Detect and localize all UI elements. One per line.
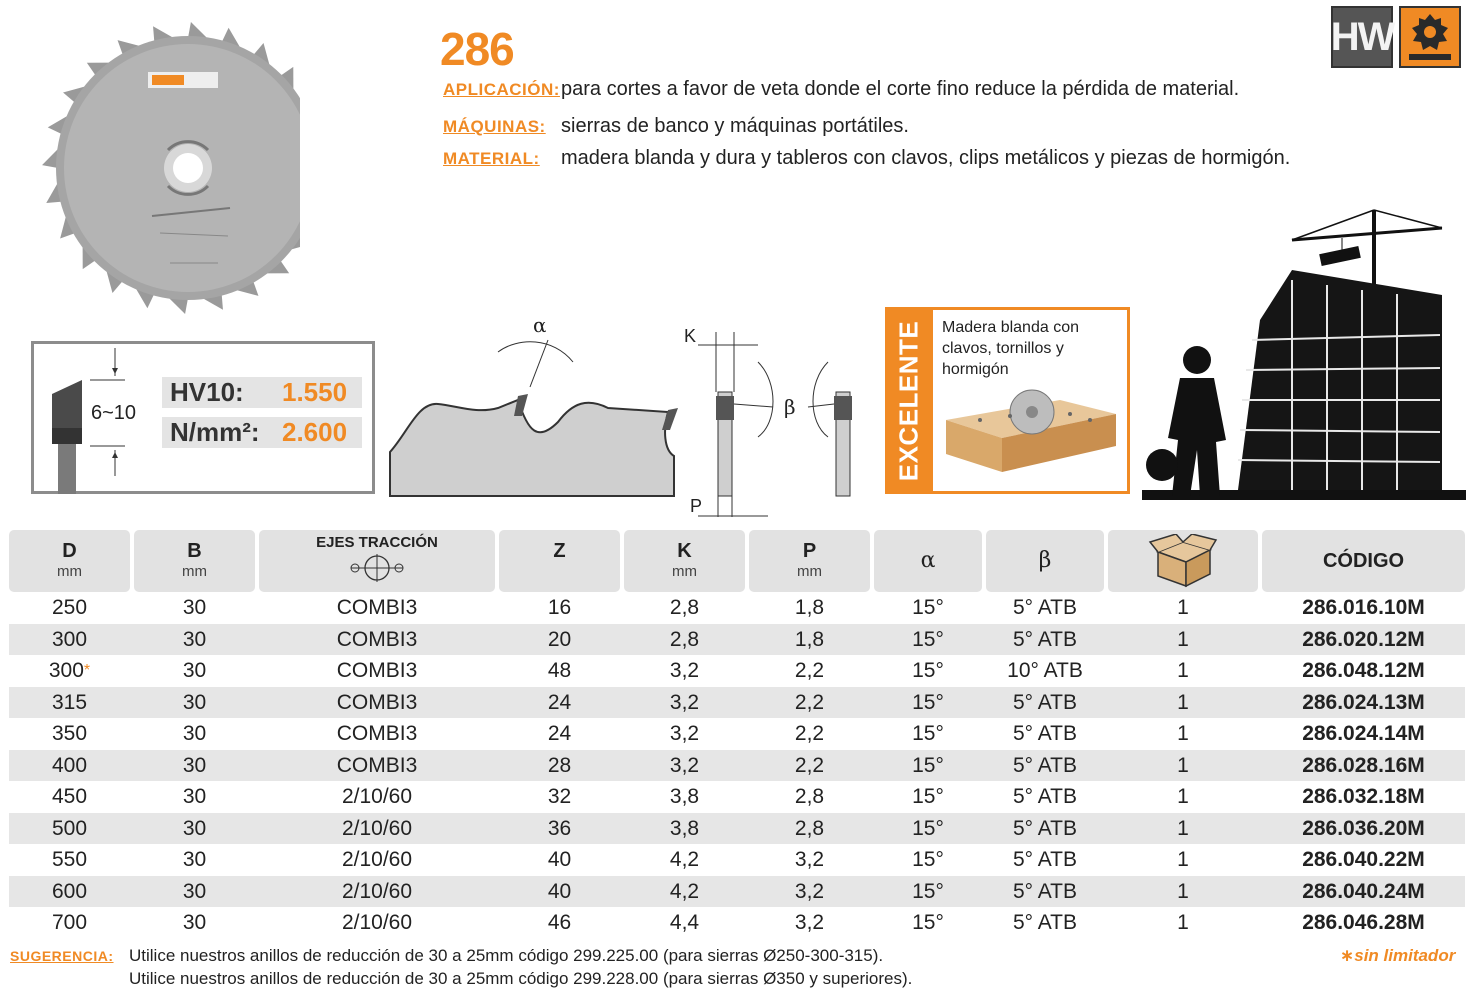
p-label: P: [690, 496, 703, 516]
cell-code: 286.024.13M: [1302, 690, 1425, 714]
cell-k: 3,8: [669, 816, 700, 840]
cell-qty: 1: [1177, 753, 1189, 777]
cell-b: 30: [182, 753, 207, 777]
excelente-label: EXCELENTE: [893, 320, 924, 482]
cell-qty: 1: [1177, 785, 1189, 808]
hardness-value: 1.550: [282, 377, 348, 407]
cell-code: 286.016.10M: [1302, 596, 1425, 619]
cell-ejes: COMBI3: [336, 659, 418, 682]
excelente-tag: [885, 307, 933, 494]
info-label: MÁQUINAS:: [443, 117, 546, 136]
k-label: K: [684, 326, 697, 346]
cell-b: 30: [182, 659, 207, 682]
cell-code: 286.040.24M: [1302, 879, 1425, 903]
cell-z: 24: [547, 690, 572, 714]
cell-d: 600: [51, 879, 88, 903]
cell-b: 30: [182, 911, 207, 934]
hw-badge: HW: [1331, 6, 1393, 68]
cell-d: 315: [51, 690, 88, 714]
suggestion-label: SUGERENCIA:: [10, 948, 114, 964]
table-row: [9, 844, 1465, 875]
construction-illustration: [1142, 200, 1466, 500]
cell-z: 46: [547, 911, 572, 934]
cell-beta: 5° ATB: [1012, 753, 1078, 777]
cell-beta: 5° ATB: [1012, 722, 1078, 745]
cell-beta: 5° ATB: [1012, 848, 1078, 871]
cell-p: 2,2: [794, 722, 825, 745]
col-header-alpha: α: [874, 530, 982, 592]
info-value: para cortes a favor de veta donde el corte fino reduce la pérdida de material.: [561, 78, 1240, 100]
info-row-material: [443, 147, 1290, 170]
table-row: [9, 687, 1465, 718]
cell-z: 16: [547, 596, 572, 619]
table-row: [9, 718, 1465, 749]
cell-k: 3,2: [669, 690, 700, 714]
cell-beta: 5° ATB: [1012, 627, 1078, 651]
cell-d: 350: [51, 722, 88, 745]
cell-ejes: 2/10/60: [341, 879, 413, 903]
cell-code: 286.036.20M: [1302, 816, 1425, 840]
info-row-maquinas: [443, 115, 909, 138]
cell-p: 3,2: [794, 879, 825, 903]
info-value: sierras de banco y máquinas portátiles.: [561, 115, 909, 137]
col-header-beta: β: [986, 530, 1104, 592]
cell-code: 286.024.14M: [1302, 722, 1425, 745]
col-header-z: Z: [499, 530, 620, 592]
cell-beta: 10° ATB: [1007, 659, 1083, 682]
cell-z: 40: [547, 848, 572, 871]
no-limiter-note: ∗sin limitador: [1340, 946, 1456, 965]
table-row: [9, 781, 1465, 812]
cell-beta: 5° ATB: [1012, 879, 1078, 903]
cell-d: 300*: [48, 659, 91, 682]
cell-b: 30: [182, 879, 207, 903]
cell-d: 450: [51, 785, 88, 808]
cell-k: 3,8: [669, 785, 700, 808]
wood-board-illustration: [940, 380, 1120, 486]
cell-ejes: COMBI3: [336, 753, 418, 777]
cell-p: 1,8: [794, 596, 825, 619]
cell-z: 24: [547, 722, 572, 745]
saw-blade-image: [40, 8, 300, 326]
cell-b: 30: [182, 722, 207, 745]
cell-qty: 1: [1177, 627, 1189, 651]
cell-d: 550: [51, 848, 88, 871]
cell-z: 28: [547, 753, 572, 777]
col-header-qty: [1108, 530, 1258, 592]
cell-qty: 1: [1177, 879, 1189, 903]
cell-p: 2,8: [794, 816, 825, 840]
cell-alpha: 15°: [912, 659, 944, 682]
cell-code: 286.048.12M: [1302, 659, 1425, 682]
tooth-dimension-label: 6~10: [91, 402, 137, 424]
cell-beta: 5° ATB: [1012, 690, 1078, 714]
info-value: madera blanda y dura y tableros con clavos, clips metálicos y piezas de hormigón.: [561, 147, 1291, 169]
hardness-row-hv10: [162, 377, 362, 408]
cell-qty: 1: [1177, 596, 1189, 619]
cell-p: 2,2: [794, 753, 825, 777]
cell-ejes: COMBI3: [336, 722, 418, 745]
table-row: [9, 655, 1465, 686]
cell-b: 30: [182, 690, 207, 714]
table-row: [9, 813, 1465, 844]
table-row: [9, 907, 1465, 938]
cell-alpha: 15°: [912, 690, 944, 714]
suggestion-line: Utilice nuestros anillos de reducción de 30 a 25mm código 299.228.00 (para sierras Ø350 y superiores).: [129, 969, 913, 988]
excelente-description: Madera blanda con clavos, tornillos y hormigón: [942, 319, 1079, 378]
cell-b: 30: [182, 596, 207, 619]
table-row: [9, 876, 1465, 907]
saw-blade-logo-icon: [1399, 6, 1461, 68]
suggestion-line: Utilice nuestros anillos de reducción de 30 a 25mm código 299.225.00 (para sierras Ø250-300-315).: [129, 946, 884, 965]
cell-z: 48: [547, 659, 572, 682]
col-header-d: D mm: [9, 530, 130, 592]
cell-z: 36: [547, 816, 572, 840]
cell-code: 286.046.28M: [1302, 911, 1425, 934]
col-header-ejes: EJES TRACCIÓN: [259, 530, 495, 592]
cell-b: 30: [182, 627, 207, 651]
cell-qty: 1: [1177, 659, 1189, 682]
cell-b: 30: [182, 816, 207, 840]
cell-d: 250: [51, 596, 88, 619]
alpha-label: α: [533, 313, 547, 337]
cell-z: 20: [547, 627, 572, 651]
info-label: APLICACIÓN:: [443, 80, 560, 99]
cell-z: 40: [547, 879, 572, 903]
col-header-k: K mm: [624, 530, 745, 592]
table-row: [9, 592, 1465, 623]
cell-k: 2,8: [669, 627, 700, 651]
cell-code: 286.028.16M: [1302, 753, 1425, 777]
cell-qty: 1: [1177, 722, 1189, 745]
cell-ejes: 2/10/60: [341, 911, 413, 934]
cell-qty: 1: [1177, 816, 1189, 840]
col-header-codigo: CÓDIGO: [1262, 530, 1465, 592]
cell-k: 3,2: [669, 753, 700, 777]
cell-p: 2,2: [794, 659, 825, 682]
table-row: [9, 624, 1465, 655]
cell-alpha: 15°: [912, 879, 944, 903]
cell-beta: 5° ATB: [1012, 816, 1078, 840]
drive-pins-icon: [347, 553, 407, 583]
cell-qty: 1: [1177, 690, 1189, 714]
table-row: [9, 750, 1465, 781]
col-header-b: B mm: [134, 530, 255, 592]
cell-p: 1,8: [794, 627, 825, 651]
cell-b: 30: [182, 785, 207, 808]
cell-alpha: 15°: [912, 911, 944, 934]
cell-k: 4,4: [669, 911, 700, 934]
cell-d: 500: [51, 816, 88, 840]
cell-p: 3,2: [794, 911, 825, 934]
cell-alpha: 15°: [912, 753, 944, 777]
cell-d: 400: [51, 753, 88, 777]
table-header: [9, 530, 1465, 592]
cell-alpha: 15°: [912, 722, 944, 745]
col-header-p: P mm: [749, 530, 870, 592]
cell-qty: 1: [1177, 848, 1189, 871]
cell-code: 286.020.12M: [1302, 627, 1425, 651]
cell-k: 4,2: [669, 879, 700, 903]
cell-ejes: 2/10/60: [341, 848, 413, 871]
cell-beta: 5° ATB: [1012, 911, 1078, 934]
cell-p: 2,2: [794, 690, 825, 714]
cell-p: 3,2: [794, 848, 825, 871]
cell-alpha: 15°: [912, 848, 944, 871]
hardness-key: N/mm²:: [170, 417, 260, 447]
cell-p: 2,8: [794, 785, 825, 808]
cell-qty: 1: [1177, 911, 1189, 934]
cell-d: 700: [51, 911, 88, 934]
hardness-key: HV10:: [170, 377, 244, 407]
beta-label: β: [784, 395, 796, 419]
cell-b: 30: [182, 848, 207, 871]
cell-k: 3,2: [669, 659, 700, 682]
box-icon: [1148, 534, 1218, 588]
cell-d: 300: [51, 627, 88, 651]
cell-k: 3,2: [669, 722, 700, 745]
cell-beta: 5° ATB: [1012, 596, 1078, 619]
cell-ejes: COMBI3: [336, 627, 418, 651]
cell-alpha: 15°: [912, 816, 944, 840]
cell-alpha: 15°: [912, 785, 944, 808]
cell-ejes: COMBI3: [336, 596, 418, 619]
cell-beta: 5° ATB: [1012, 785, 1078, 808]
tooth-geometry-diagram: [388, 312, 858, 522]
cell-alpha: 15°: [912, 596, 944, 619]
cell-code: 286.032.18M: [1302, 785, 1425, 808]
product-number: 286: [440, 23, 514, 75]
info-label: MATERIAL:: [443, 149, 540, 168]
hardness-row-nmm2: [162, 417, 362, 448]
cell-ejes: 2/10/60: [341, 816, 413, 840]
hardness-value: 2.600: [282, 417, 348, 447]
info-row-aplicacion: [443, 78, 1239, 101]
cell-k: 4,2: [669, 848, 700, 871]
cell-ejes: 2/10/60: [341, 785, 413, 808]
cell-z: 32: [547, 785, 572, 808]
no-limiter-star: *: [83, 662, 91, 679]
cell-alpha: 15°: [912, 627, 944, 651]
cell-k: 2,8: [669, 596, 700, 619]
cell-code: 286.040.22M: [1302, 848, 1425, 871]
cell-ejes: COMBI3: [336, 690, 418, 714]
